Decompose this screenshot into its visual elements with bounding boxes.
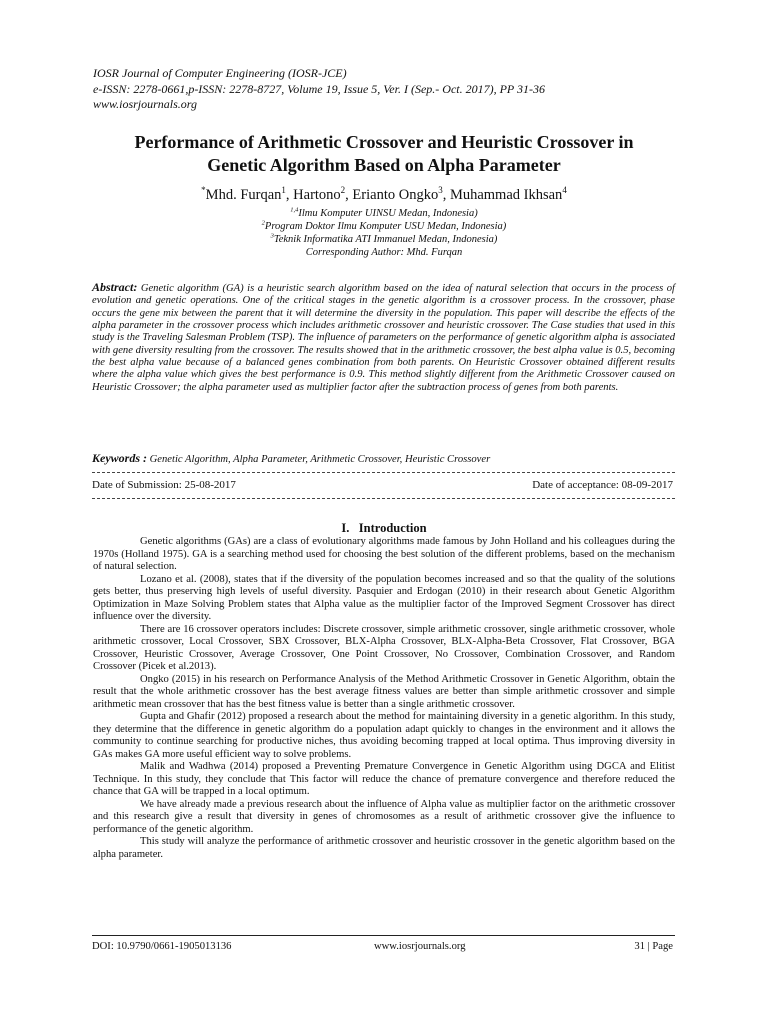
affiliation-2-text: Program Doktor Ilmu Komputer USU Medan, Indonesia) [264, 221, 507, 232]
footer-website: www.iosrjournals.org [374, 941, 466, 952]
abstract-label: Abstract: [92, 280, 138, 294]
paragraph: This study will analyze the performance of arithmetic crossover and heuristic crossover in the genetic algorithm based on the alpha parameter. [93, 836, 675, 860]
footer-rule [92, 935, 675, 936]
submission-date: Date of Submission: 25-08-2017 [92, 479, 236, 491]
author-3-sup: 3 [438, 185, 443, 196]
page-footer [92, 941, 675, 952]
author-4: , Muhammad Ikhsan [442, 187, 563, 203]
acceptance-date: Date of acceptance: 08-09-2017 [532, 479, 673, 491]
paragraph: Ongko (2015) in his research on Performance Analysis of the Method Arithmetic Crossover in Genetic Algorithm, obtain the result that the whole arithmetic crossover has the best average fitness values are better than simple arithmetic crossover and simple arithmetic mean crossover that has the best fitness value is better than a single arithmetic crossover. [93, 673, 675, 710]
author-1: Mhd. Furqan [205, 187, 282, 203]
corresponding-author: Corresponding Author: Mhd. Furqan [305, 247, 463, 258]
affiliation-2 [93, 220, 675, 233]
affiliation-1-text: Ilmu Komputer UINSU Medan, Indonesia) [298, 208, 478, 219]
section-number: I. [341, 521, 350, 535]
footer-page-number: 31 | Page [634, 941, 673, 952]
author-list [93, 186, 675, 204]
author-star: * [201, 185, 206, 196]
paragraph: Genetic algorithms (GAs) are a class of evolutionary algorithms made famous by John Holland and his colleagues during the 1970s (Holland 1975). GA is a searching method used for choosing the best solution of the different problems, based on the mechanism of natural selection. [93, 536, 675, 572]
footer-doi: DOI: 10.9790/0661-1905013136 [92, 941, 232, 952]
affiliations [93, 207, 675, 259]
abstract-text: Genetic algorithm (GA) is a heuristic search algorithm based on the idea of natural selection that occurs in the process of evolution and genetic operations. One of the critical stages in the genetic algorithm is a crossover process. In the crossover, phase occurs the gene mix between the parent that it will determine the diversity in the population. This paper will describe the effects of the alpha parameter in the crossover process which includes arithmetic crossover and heuristic crossover. The Case studies that used in this study is the Traveling Salesman Problem (TSP). The influence of parameters on the performance of genetic algorithm alpha is associated with gene diversity resulting from the crossover. The results showed that in the arithmetic crossover, the best alpha value is 0.5, becoming the best alpha value because of a balanced genes combination from both parents. On Heuristic Crossover obtained different results where the alpha value which gives the best performance is 0.9. This method slightly different from the Arithmetic Crossover caused on Heuristic Crossover; the alpha parameter used as multiplier factor after the subtraction process of genes from both parents. [92, 283, 675, 393]
paper-title [83, 131, 685, 177]
journal-header [93, 66, 545, 113]
journal-website: www.iosrjournals.org [93, 97, 198, 111]
journal-name: IOSR Journal of Computer Engineering (IOSR-JCE) [93, 66, 347, 80]
dates-row [92, 479, 675, 491]
section-title: Introduction [358, 521, 427, 535]
paragraph: There are 16 crossover operators includes: Discrete crossover, simple arithmetic crossover, single arithmetic crossover, whole arithmetic crossover, Local Crossover, SBX Crossover, BLX-Alpha Crossover, BLX-Alpha-Beta Crossover, Flat Crossover, BGA Crossover, Heuristic Crossover, Average Crossover, One Point Crossover, No Crossover, Combination Crossover, and Random Crossover (Picek et al.2013). [93, 623, 675, 672]
title-line-1: Performance of Arithmetic Crossover and Heuristic Crossover in [134, 132, 634, 152]
paragraph: We have already made a previous research about the influence of Alpha value as multiplier factor on the arithmetic crossover and this research give a result that diversity in genes of chromosomes as a result of arithmetic crossover give the influence to performance of the genetic algorithm. [93, 798, 675, 835]
author-2-sup: 2 [340, 185, 346, 196]
affiliation-3 [93, 233, 675, 246]
affiliation-2-sup: 2 [261, 219, 265, 227]
author-1-sup: 1 [281, 185, 286, 196]
dashed-divider-bottom [92, 498, 675, 499]
introduction-body [93, 536, 675, 861]
keywords-label: Keywords : [92, 451, 147, 465]
title-line-2: Genetic Algorithm Based on Alpha Parameter [207, 155, 561, 175]
affiliation-3-text: Teknik Informatika ATI Immanuel Medan, Indonesia) [273, 234, 498, 245]
author-3: , Erianto Ongko [345, 187, 439, 203]
journal-issn: e-ISSN: 2278-0661,p-ISSN: 2278-8727, Volume 19, Issue 5, Ver. I (Sep.- Oct. 2017), PP 31-36 [93, 81, 546, 96]
paragraph: Malik and Wadhwa (2014) proposed a Preventing Premature Convergence in Genetic Algorithm using DGCA and Elitist Technique. In this study, they conclude that This factor will reduce the chance of premature convergence and therefore reduced the chance that GA will be trapped in a local optimum. [93, 761, 675, 797]
abstract [92, 281, 675, 394]
author-4-sup: 4 [562, 185, 567, 196]
section-heading [93, 521, 675, 536]
affiliation-3-sup: 3 [270, 232, 274, 240]
affiliation-1-sup: 1,4 [290, 206, 299, 214]
author-2: , Hartono [285, 187, 341, 203]
paragraph: Gupta and Ghafir (2012) proposed a research about the method for maintaining diversity in a genetic algorithm. In this study, they determine that the difference in genetic algorithm do a population adapt quickly to changes in the environment and it allows the community to continue searching for productive niches, thus avoiding becoming trapped at local optima. Thus improving diversity in GAs makes GA more useful efficient way to solve problems. [93, 711, 675, 760]
keywords [92, 451, 490, 466]
affiliation-1 [93, 207, 675, 220]
dashed-divider-top [92, 472, 675, 473]
paragraph: Lozano et al. (2008), states that if the diversity of the population becomes increased and so that the quality of the solutions gets better, thus preserving high levels of useful diversity. Pasquier and Erdogan (2010) in their research about Genetic Algorithm Optimization in Maze Solving Problem states that Alpha value as the multiplier factor of the Improved Segment Crossover has direct influence over the diversity. [93, 573, 675, 622]
keywords-text: Genetic Algorithm, Alpha Parameter, Arithmetic Crossover, Heuristic Crossover [149, 454, 491, 465]
